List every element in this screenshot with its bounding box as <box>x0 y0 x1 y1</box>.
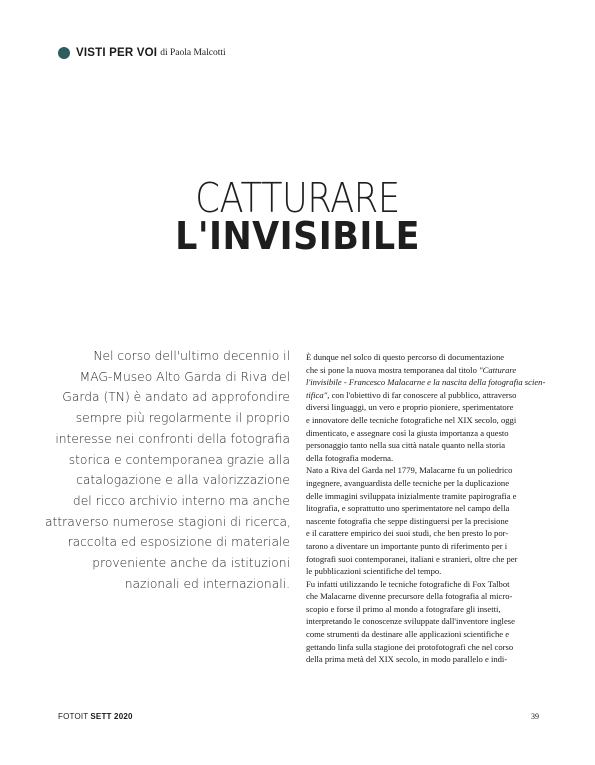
body-line: Fu infatti utilizzando le tecniche fotografiche di Fox Talbot <box>306 578 510 589</box>
body-line <box>306 389 550 402</box>
body-line <box>306 364 550 377</box>
section-title: VISTI PER VOI <box>76 47 158 59</box>
lead-line: interesse nei confronti della fotografia <box>55 431 290 446</box>
headline-line-1: CATTURARE <box>195 174 400 222</box>
body-line: tarono a diventare un importante punto di riferimento per i <box>306 540 508 551</box>
lead-line: Nel corso dell'ultimo decennio il <box>93 349 290 363</box>
headline-line-2: L'INVISIBILE <box>175 214 420 258</box>
magazine-brand: FOTOIT <box>58 712 89 721</box>
body-line: personaggio tanto nella sua città natale quanto nella storia <box>306 440 506 451</box>
body-line: litografia, e soprattutto uno sperimentatore nel campo della <box>306 503 510 514</box>
lead-paragraph <box>45 346 290 594</box>
body-text-run: che si pone la nuova mostra temporanea dal titolo <box>306 364 480 375</box>
lead-line: raccolta ed esposizione di materiale <box>67 535 290 550</box>
body-line: della fotografia moderna. <box>306 452 394 463</box>
footer-magazine-info <box>58 712 133 721</box>
lead-line: storica e contemporanea grazie alla <box>68 452 290 467</box>
body-line: interpretando le conoscenze sviluppate dall'inventore inglese <box>306 616 515 627</box>
lead-line: sempre più regolarmente il proprio <box>75 411 290 426</box>
section-rubric <box>58 45 226 61</box>
body-line: diversi linguaggi, un vero e proprio pioniere, sperimentatore <box>306 402 514 413</box>
body-line: gettando linfa sulla stagione dei protofotografi che nel corso <box>306 641 514 652</box>
body-line: come strumenti da destinare alle applicazioni scientifiche e <box>306 629 510 640</box>
exhibition-title-italic: "Catturare <box>479 364 517 375</box>
body-line: ingegnere, avanguardista delle tecniche per la duplicazione <box>306 477 510 488</box>
body-line <box>306 376 550 389</box>
body-line: nascente fotografia che seppe distinguersi per la precisione <box>306 515 509 526</box>
body-line: e il carattere empirico dei suoi studi, che ben presto lo por- <box>306 528 509 539</box>
lead-line: attraverso numerose stagioni di ricerca, <box>45 514 291 529</box>
lead-line: del ricco archivio interno ma anche <box>72 493 290 508</box>
lead-line: proveniente anche da istituzioni <box>92 556 290 571</box>
lead-line: nazionali ed internazionali. <box>124 576 290 591</box>
lead-line: MAG-Museo Alto Garda di Riva del <box>79 369 290 384</box>
body-line: È dunque nel solco di questo percorso di documentazione <box>306 352 505 362</box>
body-line: Nato a Riva del Garda nel 1779, Malacarne fu un poliedrico <box>306 465 513 476</box>
body-text-column <box>306 351 550 666</box>
body-line: delle immagini sviluppata inizialmente tramite papirografia e <box>306 490 517 501</box>
lead-line: catalogazione e alla valorizzazione <box>76 473 290 488</box>
exhibition-title-italic: l'invisibile - Francesco Malacarne e la nascita della fotografia scien- <box>306 377 546 388</box>
exhibition-title-italic: tifica" <box>306 389 328 400</box>
body-line: fotografi suoi contemporanei, italiani e stranieri, oltre che per <box>306 553 518 564</box>
body-text-run: , con l'obiettivo di far conoscere al pubblico, attraverso <box>327 389 517 400</box>
page-number: 39 <box>531 712 539 721</box>
body-line: e innovatore delle tecniche fotografiche nel XIX secolo, oggi <box>306 414 517 425</box>
body-line: scopio e forse il primo al mondo a fotografare gli insetti, <box>306 603 501 614</box>
author-byline: di Paola Malcotti <box>160 48 226 58</box>
body-line: della prima metà del XIX secolo, in modo parallelo e indi- <box>306 654 508 665</box>
lead-line: Garda (TN) è andato ad approfondire <box>62 390 290 405</box>
body-line: che Malacarne divenne precursore della fotografia al micro- <box>306 591 513 602</box>
body-line: dimenticato, e assegnare così la giusta importanza a questo <box>306 427 509 438</box>
body-line: le pubblicazioni scientifiche del tempo. <box>306 566 442 577</box>
bullet-dot-icon <box>58 47 70 59</box>
issue-date: SETT 2020 <box>90 712 133 721</box>
